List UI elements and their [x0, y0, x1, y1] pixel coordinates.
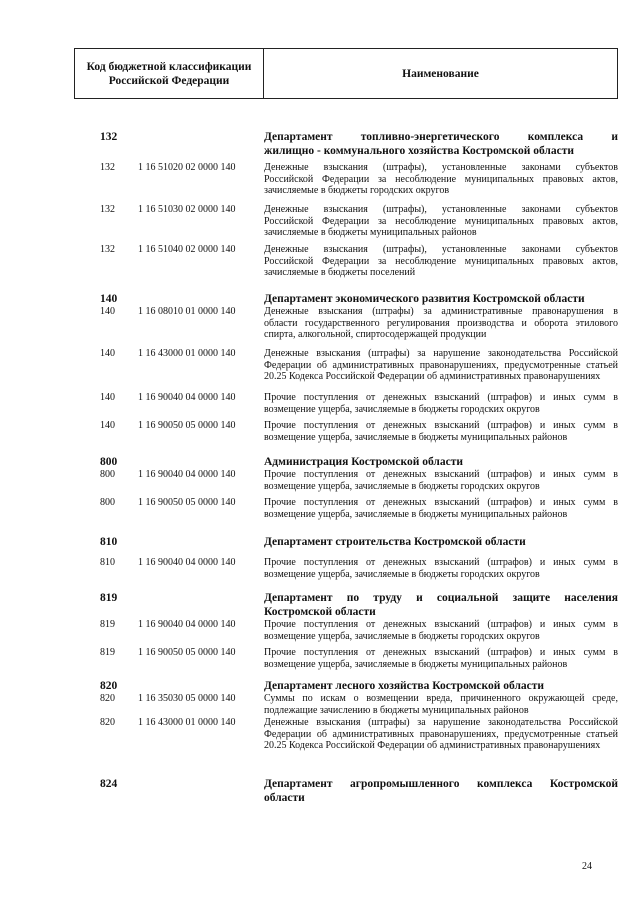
item-name-line: области государственного регулирования производства и оборота этилового — [264, 317, 618, 329]
item-name-line: Денежные взыскания (штрафы) за нарушение законодательства Российской — [264, 348, 618, 359]
item-name — [264, 557, 618, 580]
item-name-line: Департамент агропромышленного комплекса Костромской — [264, 778, 618, 790]
department-row — [100, 591, 618, 619]
budget-code — [138, 455, 264, 469]
header-code-line2: Российской Федерации — [108, 74, 230, 87]
item-name-line: зачисляемые в бюджеты муниципальных районов — [264, 227, 477, 238]
item-name-line: Департамент по труду и социальной защите населения — [264, 592, 618, 604]
item-name-line: возмещение ущерба, зачисляемые в бюджеты городских округов — [264, 480, 540, 492]
item-name — [264, 619, 618, 642]
item-name-line: возмещение ущерба, зачисляемые в бюджеты муниципальных районов — [264, 658, 568, 670]
budget-code — [138, 679, 264, 693]
admin-code: 819 — [100, 619, 115, 630]
table-row — [100, 348, 618, 383]
budget-code — [138, 777, 264, 805]
item-name-line: Департамент строительства Костромской области — [264, 536, 526, 548]
item-name-line: Администрация Костромской области — [264, 456, 464, 468]
admin-code: 810 — [100, 536, 118, 548]
table-row — [100, 717, 618, 752]
item-name-line: Российской Федерации за несоблюдение муниципальных правовых актов, — [264, 255, 618, 267]
table-row — [100, 244, 618, 279]
budget-code: 1 16 90040 04 0000 140 — [138, 469, 236, 480]
budget-code — [138, 535, 264, 549]
budget-code: 1 16 51030 02 0000 140 — [138, 204, 236, 215]
item-name-line: Прочие поступления от денежных взысканий (штрафов) и иных сумм в — [264, 647, 618, 658]
page-number: 24 — [582, 861, 592, 872]
item-name-line: возмещение ущерба, зачисляемые в бюджеты городских округов — [264, 403, 540, 415]
item-name-line: подлежащие зачислению в бюджеты муниципальных районов — [264, 704, 529, 716]
item-name-line: Денежные взыскания (штрафы), установленные законами субъектов — [264, 244, 618, 255]
item-name-line: Прочие поступления от денежных взысканий (штрафов) и иных сумм в — [264, 619, 618, 630]
item-name-line: возмещение ущерба, зачисляемые в бюджеты городских округов — [264, 630, 540, 642]
department-row — [100, 292, 618, 306]
item-name-line: возмещение ущерба, зачисляемые в бюджеты городских округов — [264, 568, 540, 580]
table-row — [100, 557, 618, 580]
admin-code: 132 — [100, 162, 115, 173]
budget-code: 1 16 43000 01 0000 140 — [138, 717, 236, 728]
admin-code: 800 — [100, 497, 115, 508]
budget-code: 1 16 90040 04 0000 140 — [138, 557, 236, 568]
item-name-line: 20.25 Кодекса Российской Федерации об административных правонарушениях — [264, 371, 601, 382]
item-name — [264, 535, 618, 549]
item-name — [264, 292, 618, 306]
admin-code: 140 — [100, 420, 115, 431]
admin-code: 819 — [100, 592, 118, 604]
department-row — [100, 535, 618, 549]
admin-code: 820 — [100, 693, 115, 704]
budget-code: 1 16 35030 05 0000 140 — [138, 693, 236, 704]
budget-code: 1 16 51020 02 0000 140 — [138, 162, 236, 173]
item-name-line: Департамент экономического развития Костромской области — [264, 293, 585, 305]
item-name-line: 20.25 Кодекса Российской Федерации об административных правонарушениях — [264, 740, 601, 751]
item-name-line: области — [264, 792, 305, 804]
item-name — [264, 162, 618, 197]
header-name-column: Наименование — [402, 67, 479, 80]
item-name-line: возмещение ущерба, зачисляемые в бюджеты муниципальных районов — [264, 431, 568, 443]
budget-code — [138, 292, 264, 306]
item-name-line: зачисляемые в бюджеты городских округов — [264, 185, 450, 196]
item-name — [264, 348, 618, 383]
item-name — [264, 777, 618, 805]
admin-code: 824 — [100, 778, 118, 790]
item-name-line: Федерации об административных правонарушениях, предусмотренные статьей — [264, 728, 618, 740]
item-name-line: Денежные взыскания (штрафы), установленные законами субъектов — [264, 162, 618, 173]
item-name — [264, 392, 618, 415]
budget-code: 1 16 43000 01 0000 140 — [138, 348, 236, 359]
budget-code: 1 16 90050 05 0000 140 — [138, 420, 236, 431]
item-name-line: Денежные взыскания (штрафы) за нарушение законодательства Российской — [264, 717, 618, 728]
item-name-line: Российской Федерации за несоблюдение муниципальных правовых актов, — [264, 173, 618, 185]
item-name — [264, 717, 618, 752]
table-header — [74, 48, 618, 99]
admin-code: 810 — [100, 557, 115, 568]
item-name-line: Департамент лесного хозяйства Костромской области — [264, 680, 545, 692]
department-row — [100, 130, 618, 158]
header-code-column — [75, 49, 264, 98]
item-name-line: Прочие поступления от денежных взысканий (штрафов) и иных сумм в — [264, 497, 618, 508]
item-name — [264, 420, 618, 443]
item-name — [264, 244, 618, 279]
admin-code: 132 — [100, 244, 115, 255]
item-name-line: Денежные взыскания (штрафы) за административные правонарушения в — [264, 306, 618, 317]
item-name — [264, 679, 618, 693]
department-row — [100, 455, 618, 469]
budget-code: 1 16 90040 04 0000 140 — [138, 619, 236, 630]
item-name — [264, 647, 618, 670]
item-name-line: Прочие поступления от денежных взысканий (штрафов) и иных сумм в — [264, 557, 618, 568]
budget-code — [138, 130, 264, 158]
budget-code: 1 16 51040 02 0000 140 — [138, 244, 236, 255]
table-row — [100, 420, 618, 443]
item-name — [264, 693, 618, 716]
table-row — [100, 647, 618, 670]
item-name-line: спирта, алкогольной, спиртосодержащей продукции — [264, 329, 487, 340]
item-name-line: возмещение ущерба, зачисляемые в бюджеты муниципальных районов — [264, 508, 568, 520]
item-name-line: зачисляемые в бюджеты поселений — [264, 267, 416, 278]
budget-code: 1 16 90040 04 0000 140 — [138, 392, 236, 403]
table-row — [100, 162, 618, 197]
item-name-line: Костромской области — [264, 606, 376, 618]
admin-code: 140 — [100, 392, 115, 403]
admin-code: 800 — [100, 456, 118, 468]
item-name-line: Российской Федерации за несоблюдение муниципальных правовых актов, — [264, 215, 618, 227]
budget-code — [138, 591, 264, 619]
department-row — [100, 777, 618, 805]
admin-code: 800 — [100, 469, 115, 480]
item-name — [264, 469, 618, 492]
table-row — [100, 204, 618, 239]
budget-code: 1 16 90050 05 0000 140 — [138, 497, 236, 508]
item-name — [264, 306, 618, 341]
item-name — [264, 591, 618, 619]
item-name — [264, 204, 618, 239]
admin-code: 820 — [100, 717, 115, 728]
admin-code: 140 — [100, 348, 115, 359]
item-name-line: Денежные взыскания (штрафы), установленные законами субъектов — [264, 204, 618, 215]
admin-code: 140 — [100, 306, 115, 317]
item-name-line: Федерации об административных правонарушениях, предусмотренные статьей — [264, 359, 618, 371]
item-name — [264, 455, 618, 469]
admin-code: 132 — [100, 131, 118, 143]
table-row — [100, 497, 618, 520]
budget-code: 1 16 90050 05 0000 140 — [138, 647, 236, 658]
admin-code: 132 — [100, 204, 115, 215]
admin-code: 820 — [100, 680, 118, 692]
item-name-line: жилищно - коммунального хозяйства Костромской области — [264, 145, 574, 157]
item-name-line: Департамент топливно-энергетического комплекса и — [264, 131, 618, 143]
table-row — [100, 306, 618, 341]
department-row — [100, 679, 618, 693]
admin-code: 140 — [100, 293, 118, 305]
item-name-line: Прочие поступления от денежных взысканий (штрафов) и иных сумм в — [264, 469, 618, 480]
item-name — [264, 497, 618, 520]
item-name-line: Прочие поступления от денежных взысканий (штрафов) и иных сумм в — [264, 392, 618, 403]
table-row — [100, 619, 618, 642]
item-name — [264, 130, 618, 158]
table-row — [100, 392, 618, 415]
item-name-line: Суммы по искам о возмещении вреда, причиненного окружающей среде, — [264, 693, 618, 704]
budget-code: 1 16 08010 01 0000 140 — [138, 306, 236, 317]
table-row — [100, 469, 618, 492]
header-code-line1: Код бюджетной классификации — [86, 60, 252, 73]
admin-code: 819 — [100, 647, 115, 658]
table-row — [100, 693, 618, 716]
item-name-line: Прочие поступления от денежных взысканий (штрафов) и иных сумм в — [264, 420, 618, 431]
